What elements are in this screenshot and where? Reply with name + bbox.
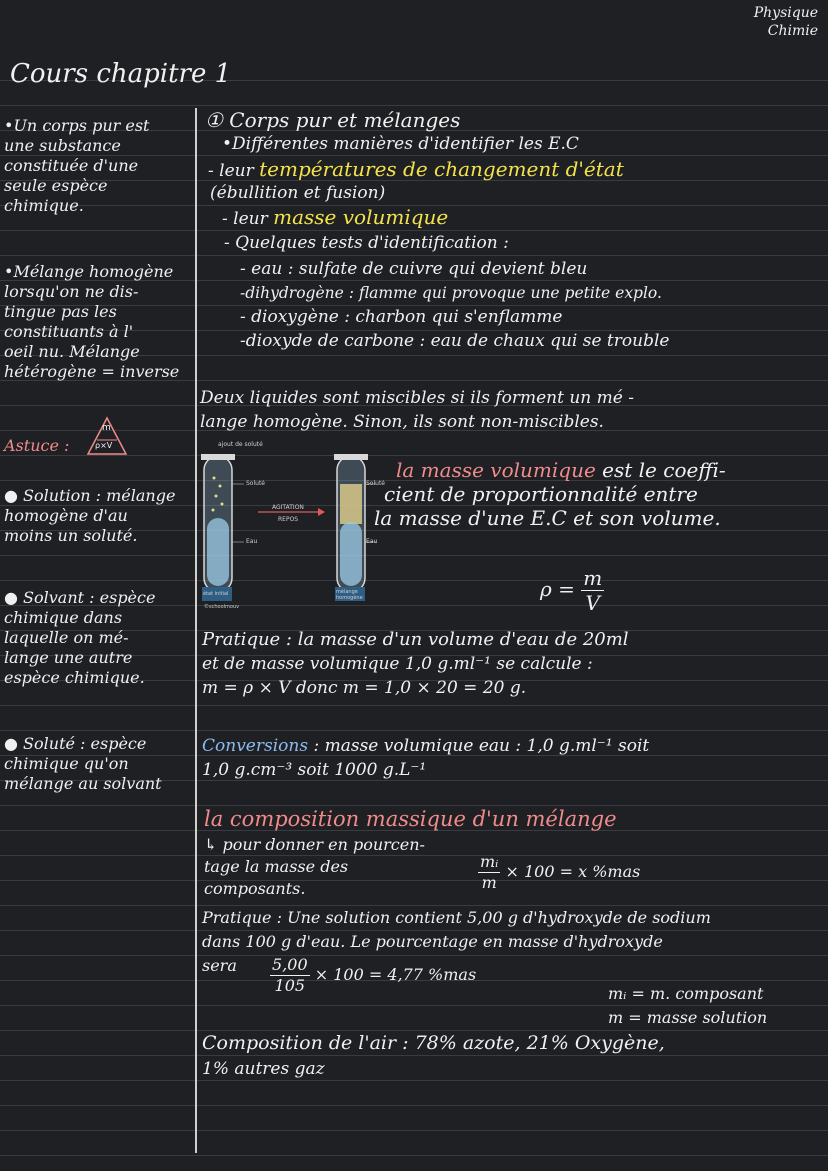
conversions: Conversions : masse volumique eau : 1,0 g.ml⁻¹ soit 1,0 g.cm⁻³ soit 1000 g.L⁻¹ (202, 736, 650, 780)
figure-ajout-label: ajout de soluté (218, 441, 263, 448)
rho-formula: ρ = $\frac{m}{V}$ (540, 566, 603, 615)
subject-label: Physique Chimie (753, 5, 818, 39)
figure-repos-label: REPOS (278, 516, 299, 523)
definition-solute: ● Soluté : espèce chimique qu'on mélange au solvant (4, 734, 162, 793)
figure-eau-label: Eau (246, 538, 258, 545)
definition-solution: ● Solution : mélange homogène d'au moins un soluté. (4, 486, 176, 545)
section1-title: ① Corps pur et mélanges (205, 108, 461, 132)
figure-agitation-label: AGITATION (272, 504, 304, 511)
s1-line1: •Différentes manières d'identifier les E.C (222, 134, 579, 154)
definition-melange: •Mélange homogène lorsqu'on ne dis- tingue pas les constituants à l' oeil nu. Mélange hétérogène = inverse (4, 262, 180, 381)
margin-divider (195, 108, 197, 1153)
astuce-label: Astuce : (4, 436, 70, 455)
astuce-triangle-icon (86, 416, 128, 456)
composition-massique-title: la composition massique d'un mélange (204, 807, 617, 831)
definition-corps-pur: •Un corps pur est une substance constituée d'une seule espèce chimique. (4, 116, 150, 215)
page-header-band (0, 0, 828, 56)
figure-eau-label-right: Eau (366, 538, 378, 545)
page-title: Cours chapitre 1 (10, 59, 232, 89)
test-dioxygene: - dioxygène : charbon qui s'enflamme (240, 307, 563, 327)
s1-line5: - Quelques tests d'identification : (224, 233, 509, 253)
figure-solute-label-right: Soluté (366, 480, 385, 487)
s1-line2: - leur températures de changement d'état (208, 157, 624, 181)
s1-line3: (ébullition et fusion) (210, 183, 386, 203)
pratique-pourcentage: Pratique : Une solution contient 5,00 g d'hydroxyde de sodium dans 100 g d'eau. Le pourcentage en masse d'hydroxyde sera (202, 908, 711, 975)
figure-solute-label: Soluté (246, 480, 265, 487)
definition-solvant: ● Solvant : espèce chimique dans laquelle on mé- lange une autre espèce chimique. (4, 588, 156, 687)
pratique-calcul: $\frac{5,00}{105}$ × 100 = 4,77 %mas (272, 955, 477, 995)
astuce-rhov: ρ×V (95, 441, 113, 450)
composition-massique-text: ↳ pour donner en pourcen- tage la masse des composants. (204, 835, 425, 898)
composition-air: Composition de l'air : 78% azote, 21% Oxygène, 1% autres gaz (202, 1032, 665, 1079)
s1-line4: - leur masse volumique (222, 205, 449, 229)
figure-copyright: ©schoolmouv (204, 604, 240, 610)
figure-etat-initial-label: état initial (203, 591, 229, 597)
astuce-m: m (102, 423, 111, 433)
pratique-masse: Pratique : la masse d'un volume d'eau de 20ml et de masse volumique 1,0 g.ml⁻¹ se calcule : m = ρ × V donc m = 1,0 × 20 = 20 g. (202, 629, 629, 698)
legend-variables: mᵢ = m. composant m = masse solution (608, 984, 768, 1027)
test-dihydrogene: -dihydrogène : flamme qui provoque une petite explo. (240, 284, 662, 302)
test-co2: -dioxyde de carbone : eau de chaux qui se trouble (240, 331, 670, 351)
miscible-text: Deux liquides sont miscibles si ils forment un mé - lange homogène. Sinon, ils sont non-miscibles. (200, 388, 634, 432)
tests-list (240, 257, 669, 353)
composition-formula: $\frac{\text{mᵢ}}{m}$ × 100 = x %mas (480, 852, 641, 892)
dissolution-figure (200, 434, 390, 612)
masse-volumique-definition: la masse volumique est le coeffi- cient de proportionnalité entre la masse d'une E.C et son volume. (374, 458, 726, 530)
figure-melange-homogene-label: mélange homogène (336, 589, 363, 601)
test-eau: - eau : sulfate de cuivre qui devient bleu (240, 259, 588, 279)
